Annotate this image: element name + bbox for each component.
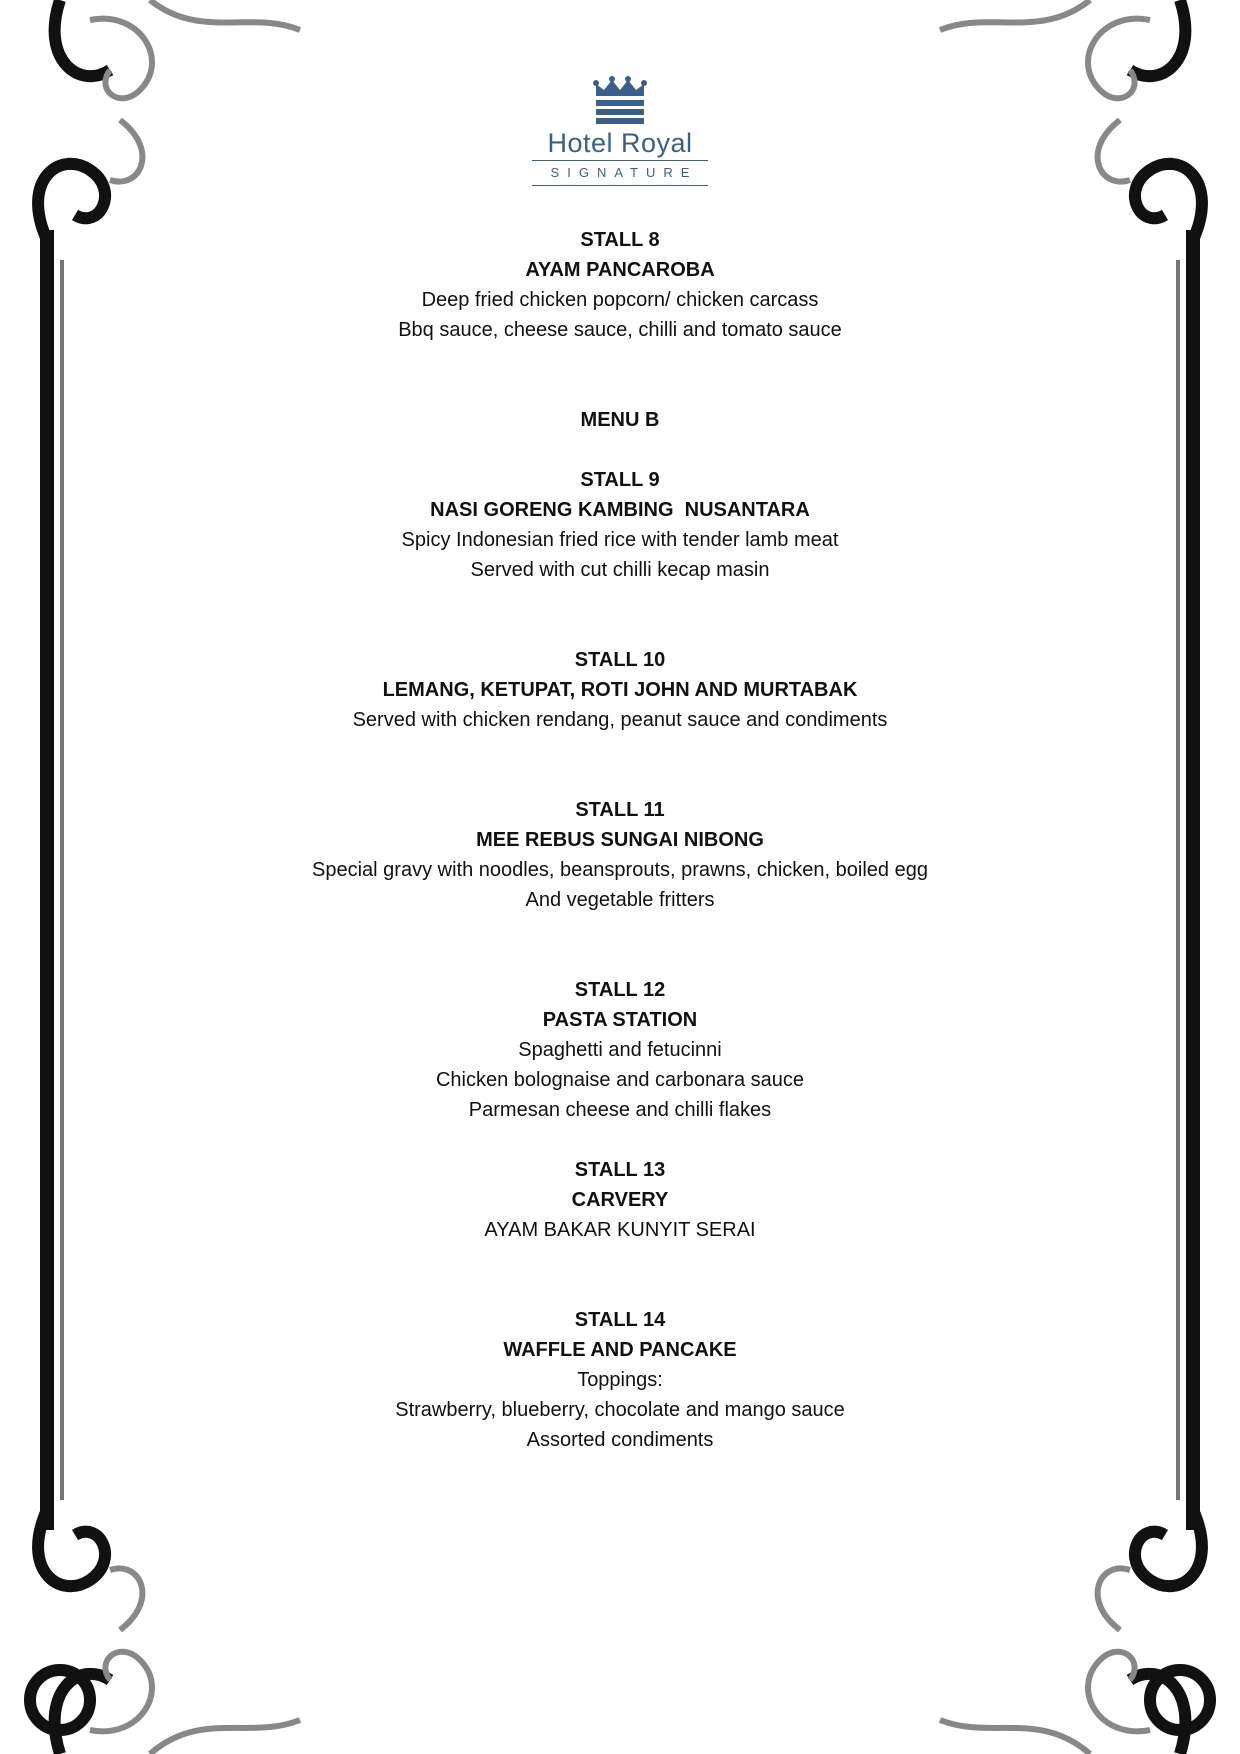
stall-title: AYAM PANCAROBA xyxy=(525,259,715,281)
stall-description: Spicy Indonesian fried rice with tender lamb meat xyxy=(401,529,839,551)
hotel-subtitle: SIGNATURE xyxy=(550,165,698,180)
stall-number: STALL 8 xyxy=(580,229,660,251)
stall-number: STALL 11 xyxy=(575,799,665,821)
stall-title: WAFFLE AND PANCAKE xyxy=(503,1339,737,1361)
stall-description: Chicken bolognaise and carbonara sauce xyxy=(435,1069,805,1091)
stall-description: Special gravy with noodles, beansprouts, prawns, chicken, boiled egg xyxy=(312,859,928,881)
stall-number: STALL 13 xyxy=(574,1159,666,1181)
stall-number: STALL 12 xyxy=(574,979,666,1001)
stall-title: NASI GORENG KAMBING NUSANTARA xyxy=(430,499,810,521)
logo-rule-top xyxy=(532,160,708,161)
stall-number: STALL 9 xyxy=(580,469,660,491)
stall-11 xyxy=(250,795,990,915)
stall-10 xyxy=(250,645,990,735)
stall-description: Bbq sauce, cheese sauce, chilli and tomato sauce xyxy=(398,319,842,341)
stall-number: STALL 10 xyxy=(574,649,666,671)
stall-description: Served with chicken rendang, peanut sauce and condiments xyxy=(352,709,888,731)
crown-icon xyxy=(590,76,650,126)
stall-number: STALL 14 xyxy=(574,1309,666,1331)
stall-12 xyxy=(250,975,990,1125)
stall-description: AYAM BAKAR KUNYIT SERAI xyxy=(484,1219,756,1241)
stall-description: Assorted condiments xyxy=(526,1429,714,1451)
stall-9 xyxy=(250,465,990,585)
stall-description: Spaghetti and fetucinni xyxy=(518,1039,722,1061)
stall-description: Strawberry, blueberry, chocolate and mango sauce xyxy=(395,1399,845,1421)
hotel-name: Hotel Royal xyxy=(547,128,693,158)
hotel-logo xyxy=(520,72,720,192)
logo-rule-bottom xyxy=(532,185,708,186)
stall-title: PASTA STATION xyxy=(542,1009,698,1031)
stall-description: And vegetable fritters xyxy=(525,889,715,911)
menu-section-title: MENU B xyxy=(580,409,660,431)
stall-title: LEMANG, KETUPAT, ROTI JOHN AND MURTABAK xyxy=(382,679,858,701)
stall-8 xyxy=(250,225,990,345)
stall-description: Parmesan cheese and chilli flakes xyxy=(468,1099,772,1121)
stall-14 xyxy=(250,1305,990,1455)
stall-title: CARVERY xyxy=(571,1189,669,1211)
stall-description: Deep fried chicken popcorn/ chicken carcass xyxy=(421,289,819,311)
menu-content xyxy=(250,225,990,1455)
stall-description: Toppings: xyxy=(577,1369,663,1391)
stall-13 xyxy=(250,1155,990,1245)
stall-description: Served with cut chilli kecap masin xyxy=(470,559,770,581)
stall-title: MEE REBUS SUNGAI NIBONG xyxy=(476,829,764,851)
